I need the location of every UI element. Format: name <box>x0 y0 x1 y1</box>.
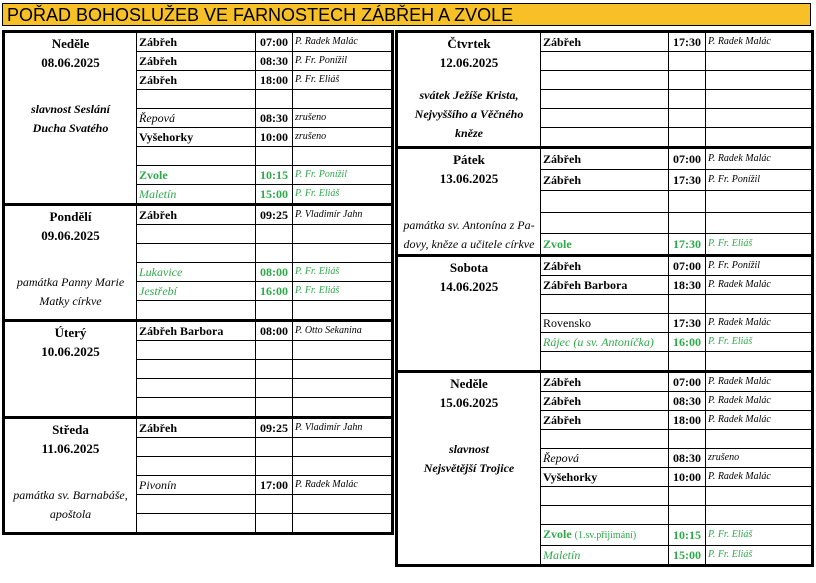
time-cell <box>669 109 706 128</box>
priest-cell: P. Fr. Eliáš <box>706 525 813 546</box>
priest-cell <box>706 90 813 109</box>
place-cell <box>137 128 256 147</box>
place-cell <box>137 282 256 301</box>
time-cell <box>256 341 293 360</box>
place-name: Zábřeh <box>543 375 582 389</box>
priest-cell: P. Vladimír Jahn <box>293 418 393 438</box>
day-date: 14.06.2025 <box>439 279 499 294</box>
priest-cell <box>293 244 393 263</box>
priest-cell: P. Fr. Eliáš <box>293 263 393 282</box>
place-name: Zábřeh <box>543 35 582 49</box>
time-cell <box>669 90 706 109</box>
place-cell <box>541 90 669 109</box>
time-cell: 07:00 <box>669 148 706 170</box>
day-date: 11.06.2025 <box>41 441 100 456</box>
table-row <box>4 205 393 225</box>
place-cell <box>137 495 256 514</box>
place-name: Zábřeh <box>543 259 582 273</box>
place-cell <box>137 147 256 166</box>
place-cell <box>137 52 256 71</box>
time-cell <box>256 457 293 476</box>
place-cell <box>541 487 669 506</box>
priest-cell: P. Radek Malác <box>293 32 393 52</box>
place-cell <box>137 71 256 90</box>
priest-cell <box>293 398 393 418</box>
time-cell <box>669 71 706 90</box>
place-name: Lukavice <box>139 265 183 279</box>
day-note: Nejvyššího a Věčného <box>414 107 524 121</box>
priest-cell <box>706 430 813 449</box>
time-cell: 08:30 <box>669 392 706 411</box>
time-cell: 10:15 <box>256 166 293 185</box>
priest-cell <box>706 487 813 506</box>
priest-cell <box>293 147 393 166</box>
place-cell <box>541 276 669 295</box>
place-cell <box>137 360 256 379</box>
priest-cell: P. Vladimír Jahn <box>293 205 393 225</box>
time-cell: 17:30 <box>669 32 706 52</box>
priest-cell: zrušeno <box>706 449 813 468</box>
time-cell <box>669 52 706 71</box>
place-cell <box>541 109 669 128</box>
day-cell <box>397 148 541 256</box>
place-name: Zvole <box>543 527 572 541</box>
time-cell <box>669 128 706 148</box>
day-date: 09.06.2025 <box>41 228 100 243</box>
time-cell: 15:00 <box>669 546 706 566</box>
day-name: Čtvrtek <box>447 36 491 51</box>
day-cell <box>4 205 137 321</box>
time-cell: 10:00 <box>669 468 706 487</box>
priest-cell: P. Radek Malác <box>293 476 393 495</box>
time-cell: 17:30 <box>669 170 706 191</box>
place-name: Zábřeh <box>543 152 582 167</box>
place-cell <box>541 256 669 276</box>
time-cell: 17:30 <box>669 233 706 255</box>
place-name: Řepová <box>139 111 175 125</box>
time-cell: 10:15 <box>669 525 706 546</box>
time-cell <box>256 495 293 514</box>
place-cell <box>137 457 256 476</box>
schedule-table <box>2 30 394 535</box>
time-cell: 18:00 <box>256 71 293 90</box>
table-row <box>397 148 813 170</box>
place-name: Zábřeh <box>139 421 178 435</box>
priest-cell: P. Fr. Ponížil <box>293 166 393 185</box>
day-note: památka Panny Marie <box>16 275 125 289</box>
place-name: Zábřeh <box>139 35 178 49</box>
time-cell: 08:00 <box>256 321 293 341</box>
schedule-table <box>395 30 814 567</box>
day-name: Pátek <box>453 152 485 167</box>
priest-cell <box>706 109 813 128</box>
day-cell <box>4 32 137 205</box>
day-date: 08.06.2025 <box>41 55 100 70</box>
time-cell: 09:25 <box>256 205 293 225</box>
page-title: POŘAD BOHOSLUŽEB VE FARNOSTECH ZÁBŘEH A ZVOLE <box>2 3 811 26</box>
place-cell <box>137 379 256 398</box>
place-cell <box>137 438 256 457</box>
priest-cell <box>293 495 393 514</box>
day-date: 10.06.2025 <box>41 344 100 359</box>
day-note: svátek Ježíše Krista, <box>419 88 519 102</box>
place-name: Zábřeh <box>543 413 582 427</box>
day-name: Sobota <box>449 260 489 275</box>
day-date: 15.06.2025 <box>439 395 499 410</box>
priest-cell: P. Radek Malác <box>706 372 813 392</box>
priest-cell <box>293 301 393 321</box>
place-cell <box>137 90 256 109</box>
priest-cell: P. Otto Sekanina <box>293 321 393 341</box>
day-note: kněze <box>455 126 483 140</box>
priest-cell <box>706 128 813 148</box>
time-cell <box>669 295 706 314</box>
priest-cell: zrušeno <box>293 128 393 147</box>
place-cell <box>541 128 669 148</box>
day-cell <box>397 256 541 372</box>
time-cell: 18:30 <box>669 276 706 295</box>
place-cell <box>541 233 669 255</box>
table-row <box>397 256 813 276</box>
place-cell <box>541 333 669 352</box>
priest-cell <box>706 352 813 372</box>
place-cell <box>137 32 256 52</box>
day-note: apoštola <box>49 507 92 521</box>
time-cell: 08:30 <box>256 109 293 128</box>
priest-cell <box>293 457 393 476</box>
priest-cell: P. Radek Malác <box>706 314 813 333</box>
day-note: Nejsvětější Trojice <box>423 461 515 475</box>
priest-cell <box>293 225 393 244</box>
time-cell: 17:00 <box>256 476 293 495</box>
place-name: Zvole <box>139 168 168 182</box>
place-name: Vyšehorky <box>139 130 194 144</box>
priest-cell: P. Radek Malác <box>706 32 813 52</box>
place-cell <box>541 468 669 487</box>
place-cell <box>541 170 669 191</box>
place-cell <box>137 418 256 438</box>
time-cell: 09:25 <box>256 418 293 438</box>
time-cell <box>256 398 293 418</box>
time-cell: 08:00 <box>256 263 293 282</box>
time-cell <box>669 191 706 212</box>
place-cell <box>541 32 669 52</box>
time-cell: 15:00 <box>256 185 293 205</box>
place-cell <box>137 205 256 225</box>
time-cell <box>669 212 706 233</box>
place-cell <box>541 295 669 314</box>
place-name: Zábřeh Barbora <box>139 324 224 338</box>
place-cell <box>541 352 669 372</box>
priest-cell: P. Fr. Eliáš <box>706 333 813 352</box>
place-cell <box>137 398 256 418</box>
priest-cell <box>293 438 393 457</box>
table-row <box>4 32 393 52</box>
time-cell <box>256 244 293 263</box>
place-cell <box>137 321 256 341</box>
day-cell <box>397 372 541 566</box>
priest-cell: P. Radek Malác <box>706 468 813 487</box>
priest-cell <box>293 360 393 379</box>
priest-cell: P. Radek Malác <box>706 411 813 430</box>
priest-cell <box>293 90 393 109</box>
priest-cell: P. Fr. Eliáš <box>293 71 393 90</box>
day-note: památka sv. Antonína z Pa- <box>403 218 535 232</box>
place-name: Zábřeh <box>543 394 582 408</box>
place-cell <box>137 263 256 282</box>
place-name: Rájec (u sv. Antoníčka) <box>543 335 654 349</box>
place-cell <box>541 212 669 233</box>
time-cell <box>256 379 293 398</box>
time-cell: 18:00 <box>669 411 706 430</box>
priest-cell: P. Fr. Ponížil <box>293 52 393 71</box>
place-cell <box>137 244 256 263</box>
place-name: Zvole <box>543 236 572 251</box>
place-name: Zábřeh <box>139 208 178 222</box>
priest-cell: P. Radek Malác <box>706 276 813 295</box>
place-name: Rovensko <box>543 316 591 330</box>
place-cell <box>137 225 256 244</box>
place-cell <box>541 52 669 71</box>
day-cell <box>397 32 541 148</box>
priest-cell <box>706 191 813 212</box>
day-note: dovy, kněze a učitele církve <box>403 237 535 251</box>
day-note: Matky církve <box>39 294 102 308</box>
place-name: Jestřebí <box>139 284 177 298</box>
priest-cell: P. Fr. Ponížil <box>706 256 813 276</box>
priest-cell <box>293 341 393 360</box>
place-cell <box>541 546 669 566</box>
day-cell <box>4 321 137 418</box>
priest-cell: P. Fr. Ponížil <box>706 170 813 191</box>
priest-cell: P. Fr. Eliáš <box>293 185 393 205</box>
priest-cell: P. Radek Malác <box>706 148 813 170</box>
priest-cell <box>293 379 393 398</box>
place-name: Maletín <box>139 187 177 201</box>
place-cell <box>541 525 669 546</box>
place-cell <box>541 191 669 212</box>
place-subnote: (1.sv.přijímání) <box>574 530 637 541</box>
place-name: Vyšehorky <box>543 470 598 484</box>
place-name: Zábřeh Barbora <box>543 278 628 292</box>
time-cell <box>256 147 293 166</box>
time-cell: 16:00 <box>256 282 293 301</box>
place-cell <box>541 148 669 170</box>
schedule-left-column <box>2 30 394 535</box>
table-row <box>397 32 813 52</box>
place-cell <box>541 449 669 468</box>
priest-cell <box>706 212 813 233</box>
time-cell: 07:00 <box>669 256 706 276</box>
place-cell <box>541 430 669 449</box>
priest-cell: zrušeno <box>293 109 393 128</box>
time-cell: 07:00 <box>256 32 293 52</box>
day-date: 13.06.2025 <box>439 171 499 186</box>
day-note: slavnost Seslání <box>30 102 111 116</box>
place-cell <box>137 301 256 321</box>
day-name: Neděle <box>51 36 90 51</box>
day-name: Pondělí <box>49 209 92 224</box>
day-date: 12.06.2025 <box>439 55 499 70</box>
place-name: Pivonín <box>139 478 177 492</box>
priest-cell <box>706 52 813 71</box>
place-cell <box>541 506 669 525</box>
table-row <box>4 321 393 341</box>
day-name: Úterý <box>54 325 87 340</box>
day-note: slavnost <box>448 442 489 456</box>
table-row <box>4 418 393 438</box>
time-cell <box>256 514 293 534</box>
place-cell <box>541 314 669 333</box>
place-cell <box>541 392 669 411</box>
place-cell <box>541 372 669 392</box>
place-name: Maletín <box>543 548 581 562</box>
place-cell <box>541 71 669 90</box>
day-note: památka sv. Barnabáše, <box>13 488 128 502</box>
place-name: Zábřeh <box>139 73 178 87</box>
place-cell <box>137 514 256 534</box>
priest-cell: P. Fr. Eliáš <box>706 546 813 566</box>
priest-cell: P. Fr. Eliáš <box>706 233 813 255</box>
priest-cell <box>706 71 813 90</box>
time-cell: 07:00 <box>669 372 706 392</box>
time-cell <box>669 487 706 506</box>
time-cell: 17:30 <box>669 314 706 333</box>
time-cell: 10:00 <box>256 128 293 147</box>
table-row <box>397 372 813 392</box>
place-cell <box>137 341 256 360</box>
place-name: Řepová <box>543 451 579 465</box>
priest-cell: P. Fr. Eliáš <box>293 282 393 301</box>
time-cell: 08:30 <box>256 52 293 71</box>
place-name: Zábřeh <box>543 173 582 188</box>
day-note: Ducha Svatého <box>32 121 109 135</box>
time-cell <box>256 225 293 244</box>
priest-cell <box>706 295 813 314</box>
priest-cell: P. Radek Malác <box>706 392 813 411</box>
time-cell <box>256 301 293 321</box>
time-cell <box>669 430 706 449</box>
priest-cell <box>706 506 813 525</box>
place-cell <box>541 411 669 430</box>
schedule-right-column <box>395 30 814 567</box>
priest-cell <box>293 514 393 534</box>
time-cell <box>256 360 293 379</box>
time-cell <box>669 506 706 525</box>
day-cell <box>4 418 137 534</box>
place-cell <box>137 476 256 495</box>
day-name: Neděle <box>450 376 488 391</box>
time-cell <box>256 90 293 109</box>
time-cell <box>669 352 706 372</box>
time-cell: 08:30 <box>669 449 706 468</box>
place-cell <box>137 185 256 205</box>
place-cell <box>137 109 256 128</box>
place-name: Zábřeh <box>139 54 178 68</box>
day-name: Středa <box>52 422 89 437</box>
place-cell <box>137 166 256 185</box>
time-cell: 16:00 <box>669 333 706 352</box>
time-cell <box>256 438 293 457</box>
